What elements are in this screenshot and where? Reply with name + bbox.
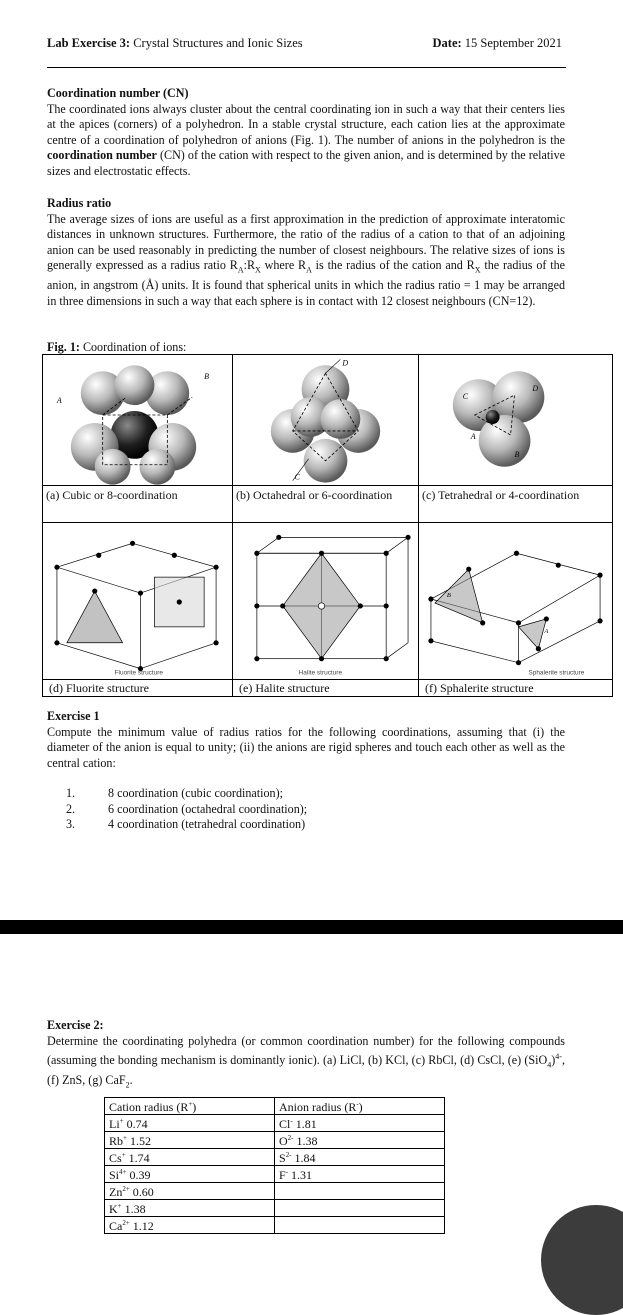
ion-charge: + — [123, 1134, 127, 1142]
table-row — [105, 1200, 445, 1217]
ion-symbol: K — [109, 1202, 118, 1216]
lab-prefix: Lab Exercise 3: — [47, 36, 131, 50]
figure-caption — [47, 340, 186, 355]
ion-charge: 2+ — [122, 1185, 130, 1193]
panel-e-caption: (e) Halite structure — [233, 680, 419, 697]
panel-b-label-c: C — [294, 472, 300, 482]
anion-cell — [275, 1200, 445, 1217]
panel-a-image — [43, 355, 233, 486]
sphalerite-inner-label: Sphalerite structure — [528, 669, 585, 677]
anion-cell — [275, 1217, 445, 1234]
cation-cell — [105, 1217, 275, 1234]
exercise1-list — [66, 786, 307, 833]
anion-cell — [275, 1115, 445, 1132]
cn-section — [47, 86, 565, 180]
anion-header-sup: - — [356, 1100, 359, 1108]
sup-4-minus: 4- — [555, 1052, 562, 1062]
ion-radius: 1.38 — [293, 1134, 318, 1148]
anion-header — [275, 1098, 445, 1115]
fluorite-structure-figure — [43, 523, 232, 679]
ion-charge: - — [285, 1168, 289, 1176]
cation-header-close: ) — [192, 1100, 197, 1114]
radius-colon: :R — [243, 258, 256, 273]
halite-structure-figure — [233, 523, 418, 679]
panel-f-label-a: A — [544, 627, 549, 635]
panel-a-label-a: A — [56, 396, 62, 406]
list-item-number: 3. — [66, 817, 76, 832]
cn-heading: Coordination number (CN) — [47, 86, 189, 100]
cation-header — [105, 1098, 275, 1115]
list-item-text: 8 coordination (cubic coordination); — [108, 786, 283, 800]
radius-heading: Radius ratio — [47, 196, 112, 210]
cation-cell — [105, 1149, 275, 1166]
panel-a-caption: (a) Cubic or 8-coordination — [43, 486, 233, 523]
list-item — [66, 786, 307, 802]
tetrahedral-coordination-figure — [419, 355, 612, 485]
list-item-number: 1. — [66, 786, 76, 800]
date-label: Date: — [432, 36, 462, 50]
panel-b-label-d: D — [342, 358, 349, 368]
cation-cell — [105, 1183, 275, 1200]
cn-text-2: (CN) of the cation with respect to the given anion, and is determined by the relative sizes and electrostatic effects. — [47, 148, 565, 178]
cation-cell — [105, 1166, 275, 1183]
figure-caption-bold: Fig. 1: — [47, 340, 80, 354]
exercise2-text-4: . — [129, 1073, 133, 1088]
cation-cell — [105, 1132, 275, 1149]
anion-cell — [275, 1166, 445, 1183]
sub-2: 2 — [125, 1080, 130, 1090]
exercise2-section — [47, 1018, 565, 1093]
radius-paragraph — [47, 212, 565, 310]
lab-title-text: Crystal Structures and Ionic Sizes — [130, 36, 303, 50]
panel-c-label-a: A — [470, 431, 476, 441]
ion-symbol: Cs — [109, 1151, 122, 1165]
ion-charge: 2+ — [122, 1219, 130, 1227]
cubic-coordination-figure — [43, 355, 232, 485]
ion-charge: 2- — [287, 1134, 294, 1142]
ionic-radii-body — [105, 1115, 445, 1234]
panel-c-image — [419, 355, 613, 486]
list-item — [66, 817, 307, 833]
ion-radius: 1.52 — [126, 1134, 151, 1148]
list-item-text: 6 coordination (octahedral coordination); — [108, 801, 308, 816]
anion-cell — [275, 1183, 445, 1200]
ion-symbol: Rb — [109, 1134, 124, 1148]
ion-symbol: Ca — [109, 1219, 123, 1233]
ion-symbol: S — [279, 1151, 286, 1165]
ion-radius: 0.39 — [126, 1168, 151, 1182]
ion-radius: 1.12 — [129, 1219, 154, 1233]
list-item-number: 2. — [66, 801, 76, 816]
cation-cell — [105, 1115, 275, 1132]
anion-header-text: Anion radius (R — [279, 1100, 357, 1114]
ion-symbol: Cl — [279, 1117, 291, 1131]
exercise1-heading: Exercise 1 — [47, 709, 100, 723]
ion-radius: 1.74 — [125, 1151, 150, 1165]
panel-b-image — [233, 355, 419, 486]
table-row — [105, 1132, 445, 1149]
panel-f-label-b: B — [446, 592, 451, 600]
list-item-text: 4 coordination (tetrahedral coordination) — [108, 817, 306, 832]
lab-date — [433, 36, 563, 51]
ion-charge: 2- — [285, 1151, 292, 1159]
exercise1-section — [47, 709, 565, 771]
table-row — [105, 1166, 445, 1183]
panel-c-label-c: C — [462, 392, 469, 402]
panel-c-label-b: B — [514, 449, 520, 459]
sub-a1: A — [237, 265, 244, 275]
anion-header-close: ) — [358, 1100, 363, 1114]
figure-grid — [42, 354, 613, 697]
radius-text-1: The average sizes of ions are useful as a first approximation in the prediction of approximate interatomic distances in unknown structures. Furthermore, the ratio of the radius of a cation to that of an adjoining anion can be used reasonably in predicting the number of closest neighbours. The relative sizes of ions is generally expressed as a radius ratio R — [47, 211, 565, 273]
ion-symbol: O — [279, 1134, 288, 1148]
panel-c-label-d: D — [532, 384, 539, 394]
table-row — [105, 1217, 445, 1234]
radius-section — [47, 196, 565, 310]
octahedral-coordination-figure — [233, 355, 418, 485]
cn-paragraph — [47, 102, 565, 180]
panel-c-caption: (c) Tetrahedral or 4-coordination — [419, 486, 613, 523]
page-divider-bar — [0, 920, 623, 934]
cation-cell — [105, 1200, 275, 1217]
corner-overlay — [541, 1205, 623, 1315]
table-header-row — [105, 1098, 445, 1115]
sub-x1: X — [255, 265, 261, 275]
fluorite-inner-label: Fluorite structure — [114, 669, 164, 677]
ion-radius: 1.31 — [288, 1168, 313, 1182]
ion-charge: + — [119, 1117, 124, 1125]
ion-symbol: F — [279, 1168, 286, 1182]
lab-title — [47, 36, 303, 51]
panel-d-image — [43, 523, 233, 680]
ion-charge: + — [117, 1202, 122, 1210]
panel-a-label-b: B — [204, 372, 210, 382]
exercise2-heading: Exercise 2: — [47, 1018, 104, 1032]
panel-b-caption: (b) Octahedral or 6-coordination — [233, 486, 419, 523]
figure-caption-text: Coordination of ions: — [79, 340, 187, 354]
table-row — [105, 1183, 445, 1200]
exercise2-text-2: ) — [551, 1053, 556, 1068]
ion-symbol: Zn — [109, 1185, 123, 1199]
sphalerite-structure-figure — [419, 523, 612, 679]
ion-radius: 0.60 — [129, 1185, 154, 1199]
exercise2-paragraph — [47, 1034, 565, 1094]
list-item — [66, 802, 307, 818]
ion-radius: 1.84 — [291, 1151, 316, 1165]
ionic-radii-table — [104, 1097, 445, 1234]
header-rule — [47, 67, 566, 68]
radius-text-4: the radius of the anion, in angstrom (Å) units. It is found that spherical units in which the radius ratio = 1 may be arranged in three dimensions in such a way that each sphere is in contact with 12 closest neighbours (CN=12). — [47, 258, 565, 308]
exercise2-text-1: Determine the coordinating polyhedra (or common coordination number) for the following compounds (assuming the bonding mechanism is dominantly ionic). (a) LiCl, (b) KCl, (c) RbCl, (d) CsCl, (e) (SiO — [47, 1033, 565, 1068]
panel-e-image — [233, 523, 419, 680]
panel-f-caption: (f) Sphalerite structure — [419, 680, 613, 697]
anion-cell — [275, 1149, 445, 1166]
panel-f-image — [419, 523, 613, 680]
table-row — [105, 1149, 445, 1166]
sub-a2: A — [306, 265, 312, 275]
anion-cell — [275, 1132, 445, 1149]
cn-term: coordination number — [47, 148, 157, 163]
exercise1-intro: Compute the minimum value of radius ratios for the following coordinations, assuming that (i) the diameter of the anion is equal to unity; (ii) the anions are rigid spheres and touch each other as well as the central cation: — [47, 724, 565, 770]
cation-header-text: Cation radius (R — [109, 1100, 189, 1114]
ion-symbol: Li — [109, 1117, 120, 1131]
exercise2-text-3: , (f) ZnS, (g) CaF — [47, 1053, 565, 1088]
date-value: 15 September 2021 — [461, 36, 562, 50]
cation-header-sup: + — [188, 1100, 193, 1108]
ion-charge: + — [121, 1151, 126, 1159]
cn-text-1: The coordinated ions always cluster about the central coordinating ion in such a way that their centers lies at the apices (corners) of a polyhedron. In a stable crystal structure, each cation lies at the approximate centre of a coordination of polyhedron of anions (Fig. 1). The number of anions in the polyhedron is the — [47, 101, 565, 147]
sub-4: 4 — [547, 1060, 552, 1070]
radius-text-3: is the radius of the cation and R — [311, 258, 475, 273]
ion-radius: 1.38 — [121, 1202, 146, 1216]
sub-x2: X — [474, 265, 481, 275]
ion-radius: 0.74 — [123, 1117, 148, 1131]
ion-charge: - — [290, 1117, 293, 1125]
ion-symbol: Si — [109, 1168, 120, 1182]
halite-inner-label: Halite structure — [298, 669, 343, 677]
radius-text-2: where R — [260, 258, 307, 273]
panel-d-caption: (d) Fluorite structure — [43, 680, 233, 697]
ion-radius: 1.81 — [292, 1117, 317, 1131]
table-row — [105, 1115, 445, 1132]
ion-charge: 4+ — [119, 1168, 127, 1176]
